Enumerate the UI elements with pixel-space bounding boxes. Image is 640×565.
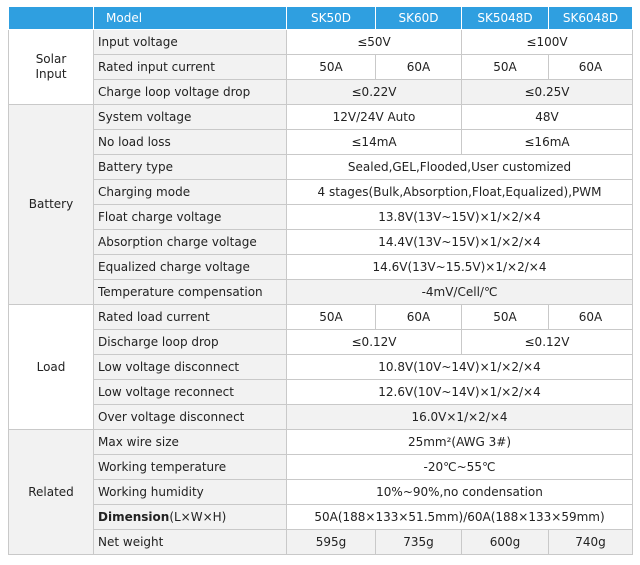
param-label: Float charge voltage [94,205,287,230]
model-sk50d: SK50D [287,7,376,30]
group-load: Load [9,305,94,430]
param-label: Low voltage disconnect [94,355,287,380]
value-cell: -20℃~55℃ [287,455,633,480]
value-cell: 12.6V(10V~14V)×1/×2/×4 [287,380,633,405]
param-label: No load loss [94,130,287,155]
table-row [9,530,633,555]
value-cell: 740g [549,530,633,555]
group-solar-input [9,30,94,105]
table-row [9,430,633,455]
value-cell: 14.4V(13V~15V)×1/×2/×4 [287,230,633,255]
table-row [9,305,633,330]
table-row [9,480,633,505]
value-cell: 50A(188×133×51.5mm)/60A(188×133×59mm) [287,505,633,530]
param-label: Low voltage reconnect [94,380,287,405]
header-row [9,7,633,30]
param-label: Absorption charge voltage [94,230,287,255]
model-sk5048d: SK5048D [462,7,549,30]
value-cell: ≤100V [462,30,633,55]
group-battery: Battery [9,105,94,305]
value-cell: 60A [549,305,633,330]
group-label: Solar Input [35,52,67,81]
value-cell: 60A [549,55,633,80]
value-cell: ≤0.22V [287,80,462,105]
value-cell: Sealed,GEL,Flooded,User customized [287,155,633,180]
param-label: Discharge loop drop [94,330,287,355]
table-row [9,455,633,480]
table-row [9,55,633,80]
table-row [9,80,633,105]
value-cell: 735g [376,530,462,555]
value-cell: 10%~90%,no condensation [287,480,633,505]
spec-table [8,6,633,555]
param-label: Working humidity [94,480,287,505]
param-label: Equalized charge voltage [94,255,287,280]
model-header: Model [94,7,287,30]
value-cell: 10.8V(10V~14V)×1/×2/×4 [287,355,633,380]
table-row [9,380,633,405]
param-label: Rated load current [94,305,287,330]
param-unit: (L×W×H) [169,510,227,524]
value-cell: 60A [376,55,462,80]
param-label-dimension [94,505,287,530]
header-blank-cell [9,7,94,30]
value-cell: 16.0V×1/×2/×4 [287,405,633,430]
value-cell: ≤0.12V [462,330,633,355]
table-row [9,30,633,55]
param-label: Net weight [94,530,287,555]
param-label: Working temperature [94,455,287,480]
table-row [9,230,633,255]
param-label: Charging mode [94,180,287,205]
value-cell: 50A [287,55,376,80]
param-label: Input voltage [94,30,287,55]
value-cell: 14.6V(13V~15.5V)×1/×2/×4 [287,255,633,280]
value-cell: 48V [462,105,633,130]
table-row [9,280,633,305]
param-label: Temperature compensation [94,280,287,305]
group-related: Related [9,430,94,555]
table-row [9,155,633,180]
table-row [9,505,633,530]
model-sk60d: SK60D [376,7,462,30]
value-cell: ≤0.25V [462,80,633,105]
param-label: Dimension [98,510,170,524]
table-row [9,205,633,230]
value-cell: -4mV/Cell/℃ [287,280,633,305]
value-cell: ≤0.12V [287,330,462,355]
value-cell: 4 stages(Bulk,Absorption,Float,Equalized),PWM [287,180,633,205]
value-cell: ≤16mA [462,130,633,155]
value-cell: 600g [462,530,549,555]
param-label: Battery type [94,155,287,180]
value-cell: 50A [462,305,549,330]
value-cell: 60A [376,305,462,330]
table-row [9,255,633,280]
value-cell: 50A [462,55,549,80]
value-cell: ≤50V [287,30,462,55]
table-row [9,180,633,205]
param-label: Rated input current [94,55,287,80]
param-label: System voltage [94,105,287,130]
value-cell: 12V/24V Auto [287,105,462,130]
param-label: Max wire size [94,430,287,455]
value-cell: ≤14mA [287,130,462,155]
table-row [9,330,633,355]
model-sk6048d: SK6048D [549,7,633,30]
param-label: Over voltage disconnect [94,405,287,430]
value-cell: 25mm²(AWG 3#) [287,430,633,455]
param-label: Charge loop voltage drop [94,80,287,105]
table-row [9,405,633,430]
table-row [9,355,633,380]
value-cell: 50A [287,305,376,330]
table-row [9,105,633,130]
value-cell: 13.8V(13V~15V)×1/×2/×4 [287,205,633,230]
value-cell: 595g [287,530,376,555]
table-row [9,130,633,155]
